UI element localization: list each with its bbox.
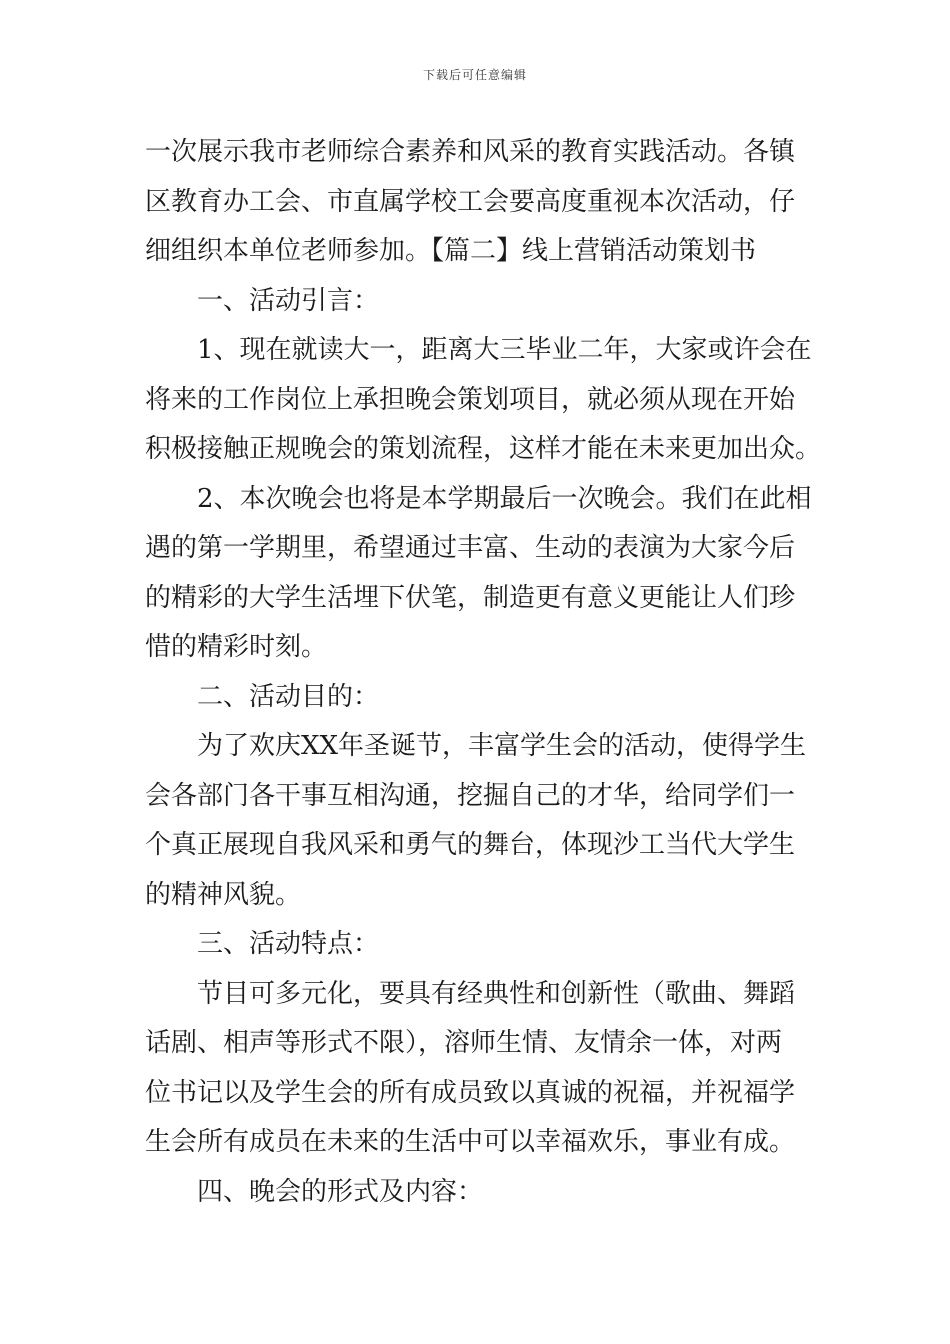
body-line: 细组织本单位老师参加。【篇二】线上营销活动策划书: [145, 236, 757, 266]
body-line: 遇的第一学期里，希望通过丰富、生动的表演为大家今后: [145, 533, 796, 563]
body-line: 为了欢庆XX年圣诞节，丰富学生会的活动，使得学生: [197, 731, 807, 761]
section-heading-format: 四、晚会的形式及内容：: [197, 1176, 484, 1207]
body-line: 惜的精彩时刻。: [145, 632, 328, 662]
body-line: 1、现在就读大一，距离大三毕业二年，大家或许会在: [197, 335, 812, 365]
body-line: 一次展示我市老师综合素养和风采的教育实践活动。各镇: [145, 137, 796, 167]
document-body: [145, 128, 822, 1217]
body-line: 2、本次晚会也将是本学期最后一次晚会。我们在此相: [197, 483, 812, 514]
body-line: 话剧、相声等形式不限），溶师生情、友情余一体，对两: [145, 1028, 783, 1058]
section-heading-features: 三、活动特点：: [197, 929, 380, 959]
page-header-note: 下载后可任意编辑: [422, 68, 527, 82]
body-line: 节目可多元化，要具有经典性和创新性（歌曲、舞蹈: [197, 978, 796, 1009]
body-line: 将来的工作岗位上承担晚会策划项目，就必须从现在开始: [145, 384, 796, 415]
body-line: 的精彩的大学生活埋下伏笔，制造更有意义更能让人们珍: [145, 582, 796, 613]
section-heading-intro: 一、活动引言：: [197, 285, 380, 316]
body-line: 位书记以及学生会的所有成员致以真诚的祝福，并祝福学: [145, 1077, 796, 1108]
body-line: 的精神风貌。: [145, 879, 302, 910]
body-line: 区教育办工会、市直属学校工会要高度重视本次活动，仔: [145, 186, 796, 217]
body-line: 生会所有成员在未来的生活中可以幸福欢乐，事业有成。: [145, 1127, 796, 1157]
section-heading-purpose: 二、活动目的：: [197, 681, 380, 712]
body-line: 积极接触正规晚会的策划流程，这样才能在未来更加出众。: [145, 434, 822, 464]
body-line: 会各部门各干事互相沟通，挖掘自己的才华，给同学们一: [145, 780, 796, 811]
body-line: 个真正展现自我风采和勇气的舞台，体现沙工当代大学生: [145, 830, 796, 860]
